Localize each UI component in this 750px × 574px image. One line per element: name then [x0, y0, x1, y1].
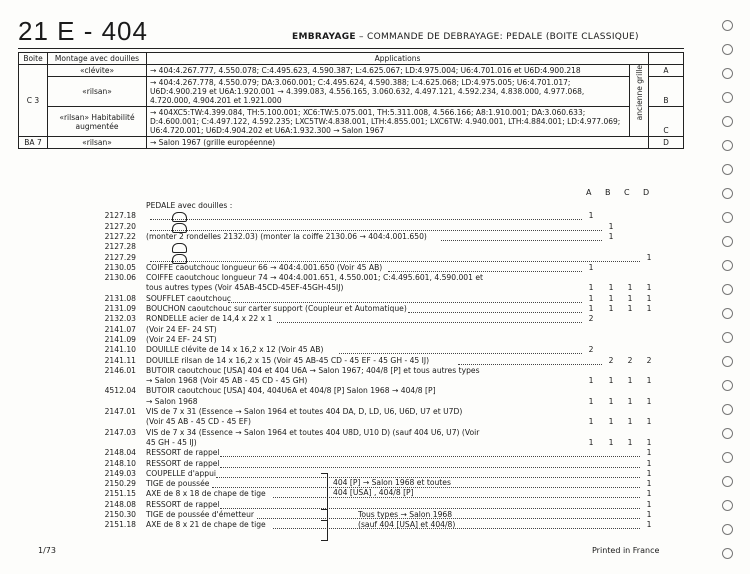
- binder-hole: [722, 236, 733, 247]
- part-description: COIFFE caoutchouc longueur 66 → 404:4.001.650 (Voir 45 AB): [146, 262, 383, 272]
- part-number: 2147.03: [104, 427, 136, 437]
- part-number: 2130.06: [104, 273, 136, 283]
- quantity-cell: 1: [588, 437, 594, 447]
- quantity-cell: 1: [588, 304, 594, 313]
- montage-cell: «clévite»: [48, 65, 147, 77]
- table-row: [0, 283, 750, 293]
- part-number: 2151.18: [104, 520, 136, 530]
- application-cell: → 404:4.267.778, 4.550.079; DA:3.060.001; C:4.495.624, 4.590.388; L:4.625.068; LD:4.975.005; U6:4.701.017; U6D:4.900.219 et U6A:1.920.001 → 4.399.083, 4.556.165, 3.060.632, 4.497.121, 4.592.234, 4.838.000, 4.977.068, 4.720.000, 4.904.201 et 1.921.000: [147, 77, 630, 107]
- leader-dots: [339, 352, 582, 354]
- quantity-cell: 1: [646, 489, 652, 499]
- binder-hole: [722, 212, 733, 223]
- letter-cell: A: [649, 65, 684, 77]
- binder-hole: [722, 188, 733, 199]
- table-row: [0, 356, 750, 366]
- page-number: 1/73: [38, 546, 56, 555]
- leader-dots: [273, 496, 640, 498]
- column-letters: [586, 188, 662, 197]
- quantity-cell: 1: [608, 283, 614, 293]
- table-row: [0, 294, 750, 304]
- part-description: TIGE de poussée d'émetteur: [146, 510, 255, 519]
- part-number: 2151.15: [104, 489, 136, 499]
- leader-dots: [220, 466, 640, 468]
- part-number: 2150.29: [104, 479, 136, 489]
- header-montage: Montage avec douilles: [48, 53, 147, 65]
- part-description: PEDALE avec douilles :: [146, 201, 233, 210]
- quantity-cell: 1: [608, 396, 614, 406]
- part-number: 2127.29: [104, 252, 136, 262]
- part-description: RESSORT de rappel: [146, 458, 220, 468]
- part-number: 2148.04: [104, 448, 136, 458]
- header-boite: Boite: [19, 53, 48, 65]
- table-header-row: [19, 53, 684, 65]
- leader-dots: [408, 311, 582, 313]
- pedal-hole-icon: [172, 223, 187, 233]
- part-number: 2132.03: [104, 314, 136, 324]
- binder-hole: [722, 68, 733, 79]
- table-row: [0, 242, 750, 252]
- table-row: [0, 417, 750, 427]
- binder-hole: [722, 500, 733, 511]
- table-row: [0, 211, 750, 221]
- part-description: AXE de 8 x 21 de chape de tige: [146, 520, 266, 530]
- quantity-cell: 1: [646, 499, 652, 509]
- binder-hole: [722, 140, 733, 151]
- part-number: 2147.01: [104, 407, 136, 416]
- part-description: VIS de 7 x 34 (Essence → Salon 1964 et toutes 404 U8D, U10 D) (sauf 404 U6, U7) (Voir: [146, 427, 480, 437]
- part-description: AXE de 8 x 18 de chape de tige: [146, 489, 266, 499]
- quantity-cell: 1: [646, 304, 652, 313]
- pedal-hole-icon: [172, 243, 187, 253]
- table-row: [0, 386, 750, 396]
- quantity-cell: 1: [588, 396, 594, 406]
- quantity-cell: 1: [608, 231, 614, 241]
- quantity-cell: 2: [627, 355, 633, 365]
- part-number: 2127.20: [104, 221, 136, 231]
- letter-cell: C: [649, 107, 684, 137]
- page-subtitle: EMBRAYAGE – COMMANDE DE DEBRAYAGE: PEDALE (BOITE CLASSIQUE): [292, 32, 639, 42]
- part-number: 2148.10: [104, 458, 136, 468]
- quantity-cell: 1: [608, 293, 614, 303]
- quantity-cell: 1: [627, 376, 633, 386]
- leader-dots: [277, 321, 582, 323]
- table-row: [0, 438, 750, 448]
- boite-cell: BA 7: [19, 137, 48, 149]
- table-row: [19, 107, 684, 137]
- column-letter: A: [586, 188, 592, 197]
- leader-dots: [388, 270, 582, 272]
- quantity-cell: 1: [646, 396, 652, 406]
- part-description: (Voir 45 AB - 45 CD - 45 EF): [146, 417, 251, 427]
- table-row: [0, 376, 750, 386]
- application-cell: → 404:4.267.777, 4.550.078; C:4.495.623, 4.590.387; L:4.625.067; LD:4.975.004; U6:4.701.016 et U6D:4.900.218: [147, 65, 630, 77]
- table-row: [19, 137, 684, 149]
- leader-dots: [228, 301, 582, 303]
- group-note: 404 [P] → Salon 1968 et toutes: [333, 478, 451, 487]
- montage-cell: «rilsan» Habitabilité augmentée: [48, 107, 147, 137]
- quantity-cell: 1: [646, 458, 652, 468]
- binder-hole: [722, 164, 733, 175]
- part-number: 2127.22: [104, 231, 136, 241]
- part-description: RESSORT de rappel: [146, 448, 220, 458]
- quantity-cell: 1: [627, 417, 633, 427]
- quantity-cell: 2: [608, 355, 614, 365]
- leader-dots: [458, 363, 603, 365]
- binder-hole: [722, 524, 733, 535]
- letter-cell: B: [649, 77, 684, 107]
- table-row: [0, 314, 750, 324]
- pedal-hole-icon: [172, 212, 187, 222]
- quantity-cell: 1: [646, 417, 652, 427]
- quantity-cell: 1: [608, 417, 614, 427]
- quantity-cell: 1: [646, 468, 652, 478]
- part-description: 45 GH - 45 IJ): [146, 437, 197, 447]
- leader-dots: [150, 229, 602, 231]
- part-number: 2131.09: [104, 304, 136, 313]
- application-cell: → 404XC5:TW:4.399.084, TH:5.100.001; XC6:TW:5.075.001, TH:5.311.008, 4.566.166; A8:1.910.001; DA:3.060.633; D:4.600.001; C:4.497.122, 4.592.235; LXC5TW:4.838.001, LTH:4.855.001; LXC6TW: 4.940.001, LTH:4.884.001; LD:4.977.069; U6:4.720.001; U6D:4.904.202 et U6A:1.932.300 → Salon 1967: [147, 107, 630, 137]
- quantity-cell: 1: [646, 448, 652, 458]
- part-number: 2148.08: [104, 499, 136, 509]
- table-row: [0, 232, 750, 242]
- part-description: VIS de 7 x 31 (Essence → Salon 1964 et toutes 404 DA, D, LD, U6, U6D, U7 et U7D): [146, 407, 463, 416]
- binder-hole: [722, 308, 733, 319]
- group-brace: [321, 509, 328, 541]
- quantity-cell: 1: [646, 376, 652, 386]
- table-row: [19, 77, 684, 107]
- column-letter: B: [605, 188, 611, 197]
- binder-hole: [722, 44, 733, 55]
- column-letter: D: [643, 188, 650, 197]
- table-row: [0, 325, 750, 335]
- quantity-cell: 2: [646, 355, 652, 365]
- binder-hole: [722, 380, 733, 391]
- table-row: [19, 65, 684, 77]
- boite-cell: C 3: [19, 65, 48, 137]
- part-description: BUTOIR caoutchouc [USA] 404, 404U6A et 404/8 [P] Salon 1968 → 404/8 [P]: [146, 386, 436, 396]
- part-number: 4512.04: [104, 386, 136, 396]
- part-number: 2141.09: [104, 334, 136, 344]
- table-row: [0, 201, 750, 211]
- quantity-cell: 1: [588, 283, 594, 293]
- part-description: RONDELLE acier de 14,4 x 22 x 1: [146, 314, 273, 324]
- quantity-cell: 1: [588, 417, 594, 427]
- part-number: 2130.05: [104, 262, 136, 272]
- part-number: 2141.07: [104, 324, 136, 334]
- part-description: (monter 2 rondelles 2132.03) (monter la coiffe 2130.06 → 404:4.001.650): [146, 231, 427, 241]
- part-description: tous autres types (Voir 45AB-45CD-45EF-45GH-45IJ): [146, 283, 344, 293]
- part-description: COIFFE caoutchouc longueur 74 → 404:4.001.651, 4.550.001; C:4.495.601, 4.590.001 et: [146, 273, 484, 283]
- quantity-cell: 2: [588, 345, 594, 355]
- part-description: → Salon 1968: [146, 396, 198, 406]
- binder-hole: [722, 476, 733, 487]
- quantity-cell: 1: [627, 283, 633, 293]
- binder-hole: [722, 116, 733, 127]
- print-note: Printed in France: [592, 546, 660, 555]
- part-description: RESSORT de rappel: [146, 499, 220, 509]
- binder-hole: [722, 452, 733, 463]
- leader-dots: [150, 260, 640, 262]
- table-row: [0, 304, 750, 314]
- quantity-cell: 1: [627, 396, 633, 406]
- leader-dots: [441, 239, 602, 241]
- leader-dots: [273, 527, 640, 529]
- quantity-cell: 2: [588, 314, 594, 324]
- binder-hole: [722, 20, 733, 31]
- montage-cell: «rilsan»: [48, 77, 147, 107]
- page-title: 21 E - 404: [18, 16, 148, 46]
- part-description: BUTOIR caoutchouc [USA] 404 et 404 U6A → Salon 1967; 404/8 [P] et tous autres types: [146, 365, 480, 375]
- quantity-cell: 1: [646, 293, 652, 303]
- quantity-cell: 1: [588, 262, 594, 272]
- side-label-cell: [630, 65, 649, 137]
- group-note: 404 [USA] , 404/8 [P]: [333, 488, 414, 497]
- binder-hole: [722, 284, 733, 295]
- binder-hole: [722, 92, 733, 103]
- leader-dots: [220, 507, 640, 509]
- quantity-cell: 1: [588, 293, 594, 303]
- part-description: (Voir 24 EF- 24 ST): [146, 334, 217, 344]
- side-label: ancienne grille: [634, 65, 644, 121]
- part-number: 2149.03: [104, 468, 136, 478]
- binder-hole: [722, 332, 733, 343]
- letter-cell: D: [649, 137, 684, 149]
- part-number: 2141.10: [104, 345, 136, 355]
- header-letter: [649, 53, 684, 65]
- part-description: COUPELLE d'appui: [146, 468, 217, 478]
- table-row: [0, 500, 750, 510]
- header-applications: Applications: [147, 53, 649, 65]
- quantity-cell: 1: [608, 376, 614, 386]
- part-number: 2150.30: [104, 510, 136, 519]
- quantity-cell: 1: [646, 437, 652, 447]
- binder-hole: [722, 404, 733, 415]
- table-row: [0, 428, 750, 438]
- quantity-cell: 1: [646, 252, 652, 262]
- quantity-cell: 1: [588, 211, 594, 221]
- binder-hole: [722, 548, 733, 559]
- leader-dots: [150, 218, 582, 220]
- quantity-cell: 1: [608, 221, 614, 231]
- part-description: DOUILLE clévite de 14 x 16,2 x 12 (Voir 45 AB): [146, 345, 324, 355]
- table-row: [0, 222, 750, 232]
- part-number: 2131.08: [104, 293, 136, 303]
- application-cell: → Salon 1967 (grille européenne): [147, 137, 649, 149]
- leader-dots: [220, 455, 640, 457]
- part-number: 2141.11: [104, 355, 136, 365]
- pedal-hole-icon: [172, 254, 187, 264]
- quantity-cell: 1: [646, 520, 652, 530]
- part-number: 2146.01: [104, 365, 136, 375]
- table-row: [0, 366, 750, 376]
- part-description: DOUILLE rilsan de 14 x 16,2 x 15 (Voir 45 AB-45 CD - 45 EF - 45 GH - 45 IJ): [146, 355, 430, 365]
- part-description: → Salon 1968 (Voir 45 AB - 45 CD - 45 GH): [146, 376, 308, 386]
- title-rule: [18, 48, 684, 49]
- part-description: SOUFFLET caoutchouc: [146, 293, 232, 303]
- part-description: (Voir 24 EF- 24 ST): [146, 324, 217, 334]
- quantity-cell: 1: [646, 510, 652, 519]
- montage-cell: «rilsan»: [48, 137, 147, 149]
- table-row: [0, 345, 750, 355]
- table-row: [0, 273, 750, 283]
- table-row: [0, 263, 750, 273]
- part-number: 2127.18: [104, 211, 136, 221]
- quantity-cell: 1: [608, 437, 614, 447]
- group-note: Tous types → Salon 1968: [358, 510, 453, 519]
- quantity-cell: 1: [627, 293, 633, 303]
- table-row: [0, 335, 750, 345]
- table-row: [0, 407, 750, 417]
- binder-hole: [722, 428, 733, 439]
- binder-hole: [722, 260, 733, 271]
- column-letter: C: [624, 188, 630, 197]
- table-row: [0, 459, 750, 469]
- part-description: TIGE de poussée: [146, 479, 210, 489]
- table-row: [0, 253, 750, 263]
- quantity-cell: 1: [627, 437, 633, 447]
- table-row: [0, 448, 750, 458]
- binder-hole: [722, 356, 733, 367]
- quantity-cell: 1: [588, 376, 594, 386]
- table-row: [0, 397, 750, 407]
- applications-table: [18, 52, 684, 149]
- part-number: 2127.28: [104, 242, 136, 252]
- quantity-cell: 1: [646, 283, 652, 293]
- group-note: (sauf 404 [USA] et 404/8): [358, 520, 456, 529]
- quantity-cell: 1: [646, 479, 652, 489]
- quantity-cell: 1: [627, 304, 633, 313]
- part-description: BOUCHON caoutchouc sur carter support (Coupleur et Automatique): [146, 304, 407, 313]
- quantity-cell: 1: [608, 304, 614, 313]
